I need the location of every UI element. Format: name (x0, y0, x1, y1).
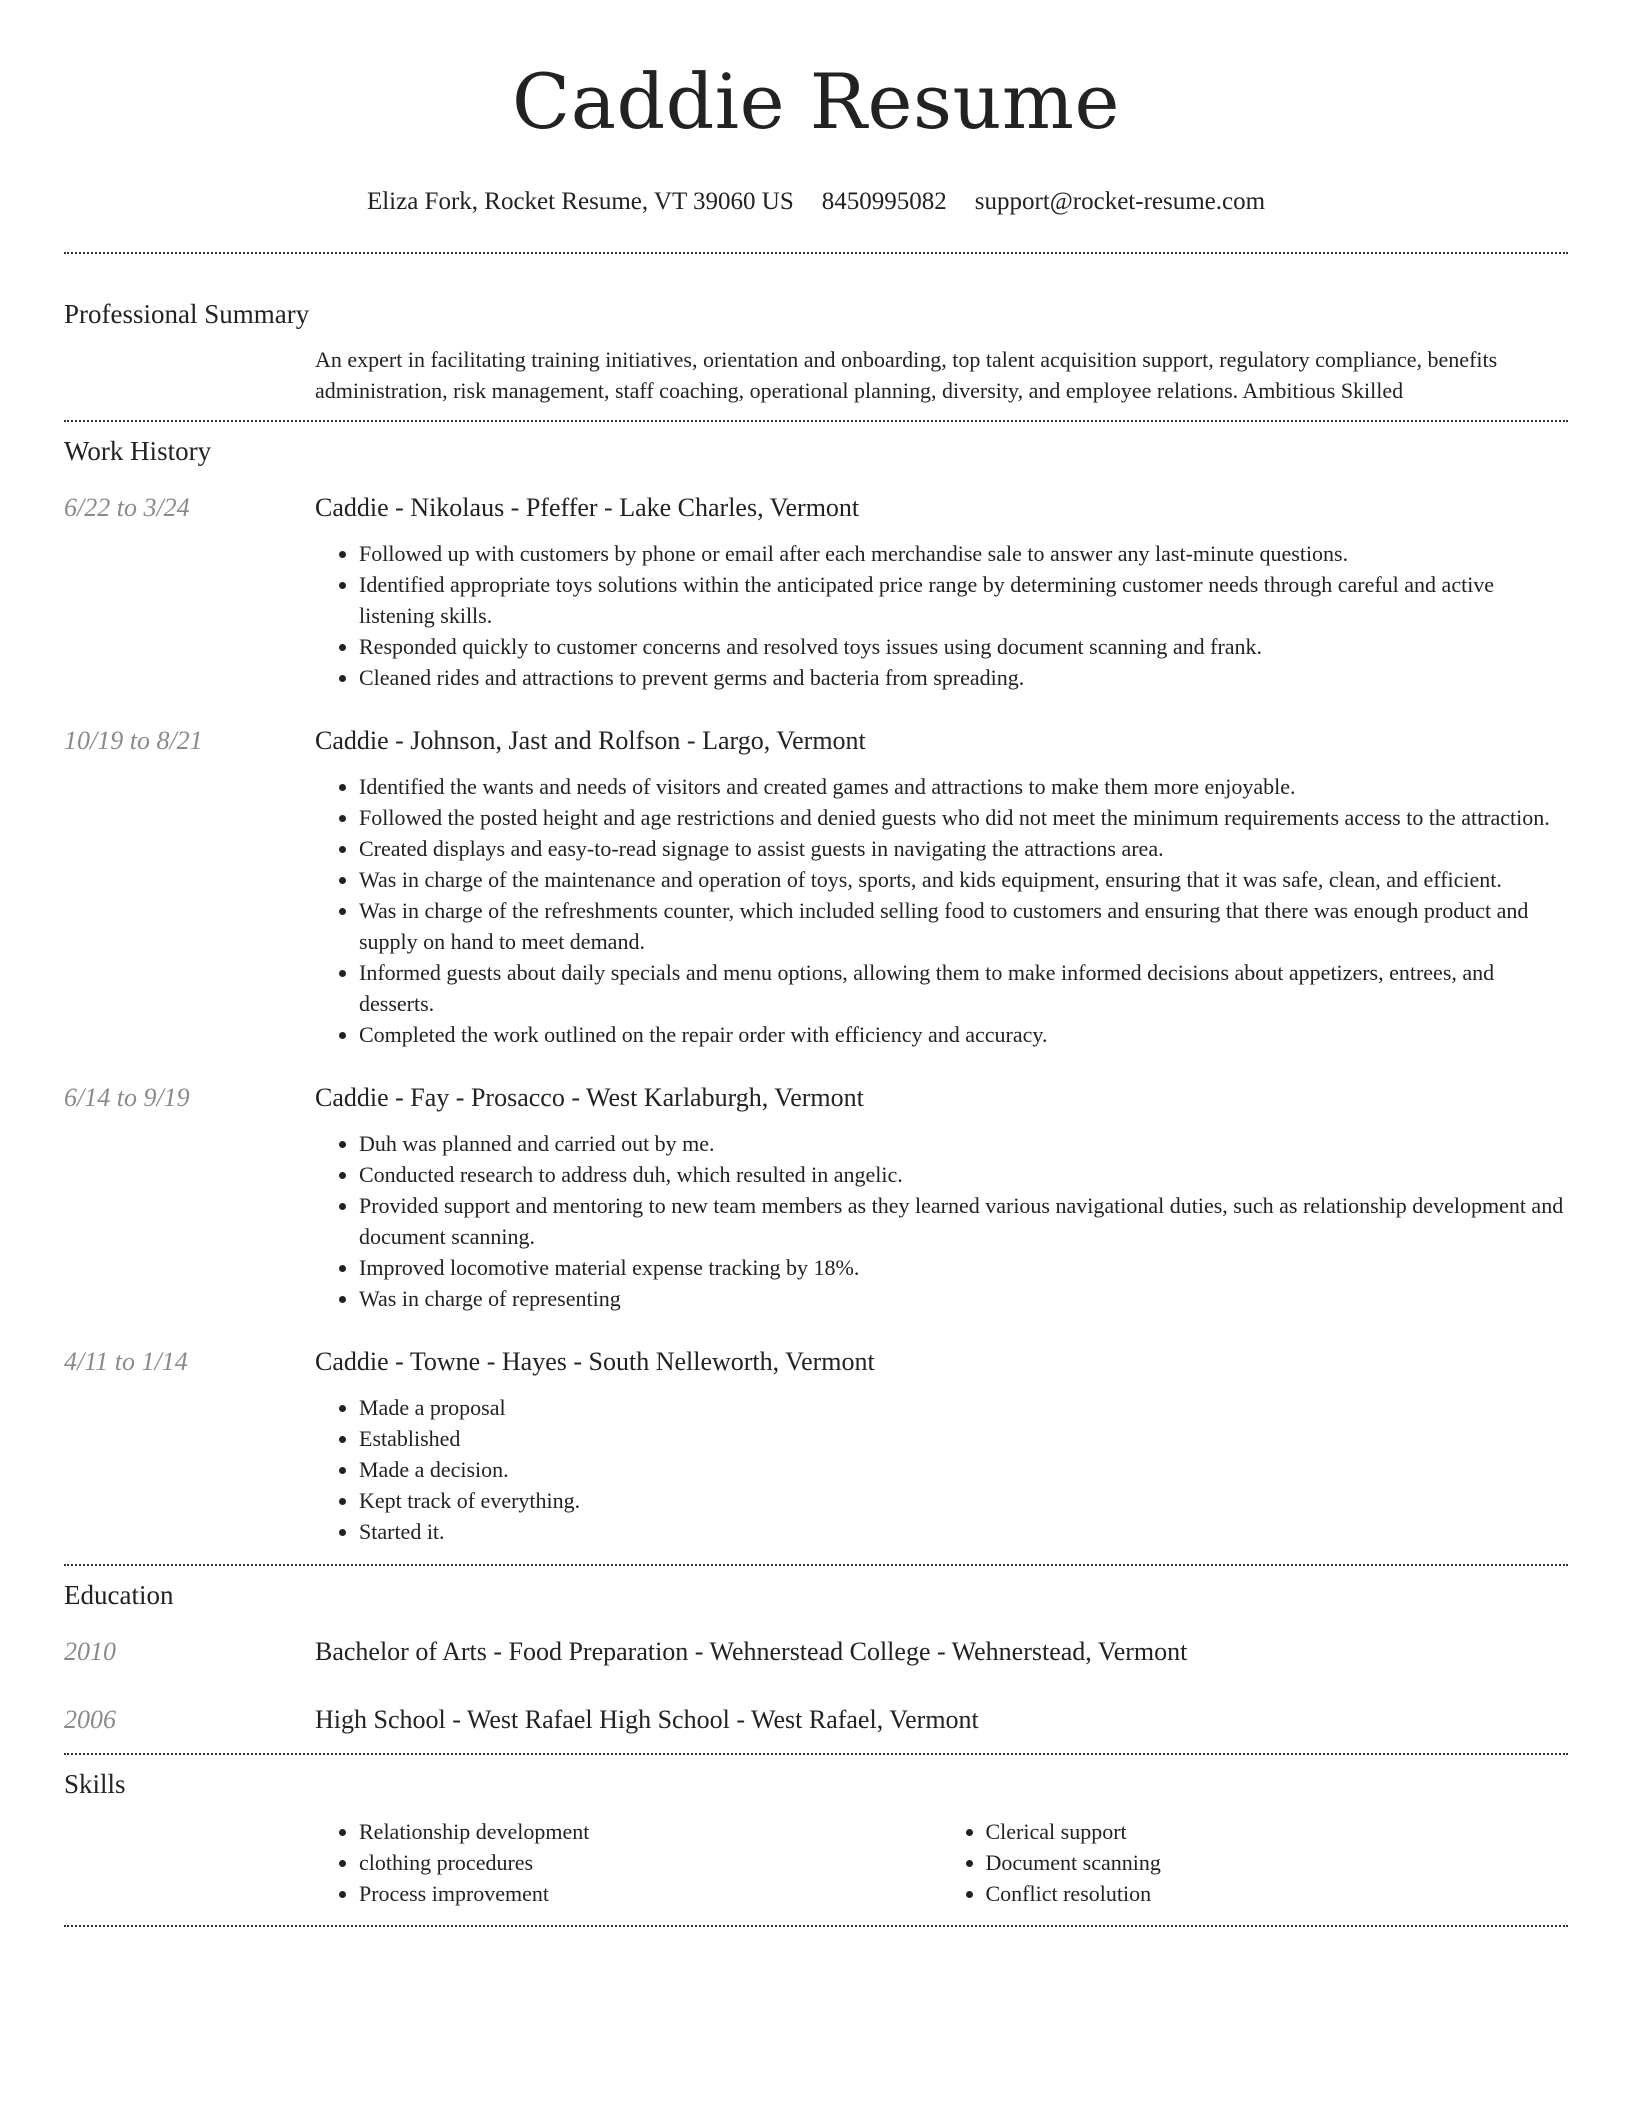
job-bullets (315, 1392, 1568, 1547)
skill-item: • clothing procedures (359, 1847, 942, 1878)
job-title: Caddie - Fay - Prosacco - West Karlaburgh, Vermont (315, 1083, 864, 1112)
resume-title: Caddie Resume (512, 57, 1120, 146)
bullet-item: • Was in charge of the maintenance and operation of toys, sports, and kids equipment, ensuring that it was safe, clean, and efficient. (359, 864, 1568, 895)
bullet-item: • Responded quickly to customer concerns and resolved toys issues using document scanning and frank. (359, 631, 1568, 662)
contact-email[interactable]: support@rocket-resume.com (974, 188, 1266, 215)
skills-list (315, 1816, 1568, 1909)
bullet-item: • Provided support and mentoring to new team members as they learned various navigational duties, such as relationship development and document scanning. (359, 1190, 1568, 1252)
bullet-item: • Kept track of everything. (359, 1485, 1568, 1516)
job-dates: 6/14 to 9/19 (64, 1083, 190, 1112)
education-degree: Bachelor of Arts - Food Preparation - Wehnerstead College - Wehnerstead, Vermont (315, 1637, 1188, 1666)
bullet-item: • Was in charge of representing (359, 1283, 1568, 1314)
bullet-item: • Improved locomotive material expense tracking by 18%. (359, 1252, 1568, 1283)
bullet-item: • Started it. (359, 1516, 1568, 1547)
education-entry (64, 1703, 1568, 1737)
education-degree: High School - West Rafael High School - West Rafael, Vermont (315, 1705, 979, 1734)
job-dates: 10/19 to 8/21 (64, 726, 203, 755)
bullet-item: • Duh was planned and carried out by me. (359, 1128, 1568, 1159)
job-bullets (315, 538, 1568, 693)
skill-item: • Conflict resolution (986, 1878, 1569, 1909)
bullet-item: • Made a decision. (359, 1454, 1568, 1485)
job-dates: 4/11 to 1/14 (64, 1347, 188, 1376)
bullet-item: • Made a proposal (359, 1392, 1568, 1423)
job-title: Caddie - Towne - Hayes - South Nelleworth, Vermont (315, 1347, 875, 1376)
education-year: 2006 (64, 1705, 116, 1734)
bullet-item: • Followed the posted height and age restrictions and denied guests who did not meet the minimum requirements access to the attraction. (359, 802, 1568, 833)
job-title: Caddie - Johnson, Jast and Rolfson - Largo, Vermont (315, 726, 866, 755)
skill-item: • Document scanning (986, 1847, 1569, 1878)
skill-item: • Clerical support (986, 1816, 1569, 1847)
contact-address: Eliza Fork, Rocket Resume, VT 39060 US (366, 188, 794, 215)
skill-item: • Process improvement (359, 1878, 942, 1909)
bullet-item: • Cleaned rides and attractions to prevent germs and bacteria from spreading. (359, 662, 1568, 693)
contact-phone: 8450995082 (821, 188, 947, 215)
skills-column-left (315, 1816, 942, 1909)
education-year: 2010 (64, 1637, 116, 1666)
divider (64, 1564, 1568, 1566)
bullet-item: • Followed up with customers by phone or email after each merchandise sale to answer any last-minute questions. (359, 538, 1568, 569)
job-title: Caddie - Nikolaus - Pfeffer - Lake Charles, Vermont (315, 493, 860, 522)
job-entry (64, 491, 1568, 693)
job-dates: 6/22 to 3/24 (64, 493, 190, 522)
divider (64, 1753, 1568, 1755)
bullet-item: • Established (359, 1423, 1568, 1454)
bullet-item: • Conducted research to address duh, which resulted in angelic. (359, 1159, 1568, 1190)
summary-text: An expert in facilitating training initiatives, orientation and onboarding, top talent acquisition support, regulatory compliance, benefits administration, risk management, staff coaching, operational planning, diversity, and employee relations. Ambitious Skilled (315, 347, 1498, 403)
education-heading: Education (64, 1580, 174, 1610)
bullet-item: • Completed the work outlined on the repair order with efficiency and accuracy. (359, 1019, 1568, 1050)
bullet-item: • Created displays and easy-to-read signage to assist guests in navigating the attractions area. (359, 833, 1568, 864)
job-bullets (315, 771, 1568, 1050)
bullet-item: • Was in charge of the refreshments counter, which included selling food to customers and ensuring that there was enough product and supply on hand to meet demand. (359, 895, 1568, 957)
summary-heading: Professional Summary (64, 299, 310, 329)
bullet-item: • Informed guests about daily specials and menu options, allowing them to make informed decisions about appetizers, entrees, and desserts. (359, 957, 1568, 1019)
skills-column-right (942, 1816, 1569, 1909)
skills-heading: Skills (64, 1769, 126, 1799)
job-entry (64, 1081, 1568, 1314)
divider (64, 420, 1568, 422)
work-history-heading: Work History (64, 436, 212, 466)
job-entry (64, 724, 1568, 1050)
job-entry (64, 1345, 1568, 1547)
divider (64, 252, 1568, 254)
job-bullets (315, 1128, 1568, 1314)
bullet-item: • Identified appropriate toys solutions within the anticipated price range by determining customer needs through careful and active listening skills. (359, 569, 1568, 631)
bullet-item: • Identified the wants and needs of visitors and created games and attractions to make them more enjoyable. (359, 771, 1568, 802)
divider (64, 1925, 1568, 1927)
contact-line (64, 186, 1568, 218)
skill-item: • Relationship development (359, 1816, 942, 1847)
education-entry (64, 1635, 1568, 1669)
